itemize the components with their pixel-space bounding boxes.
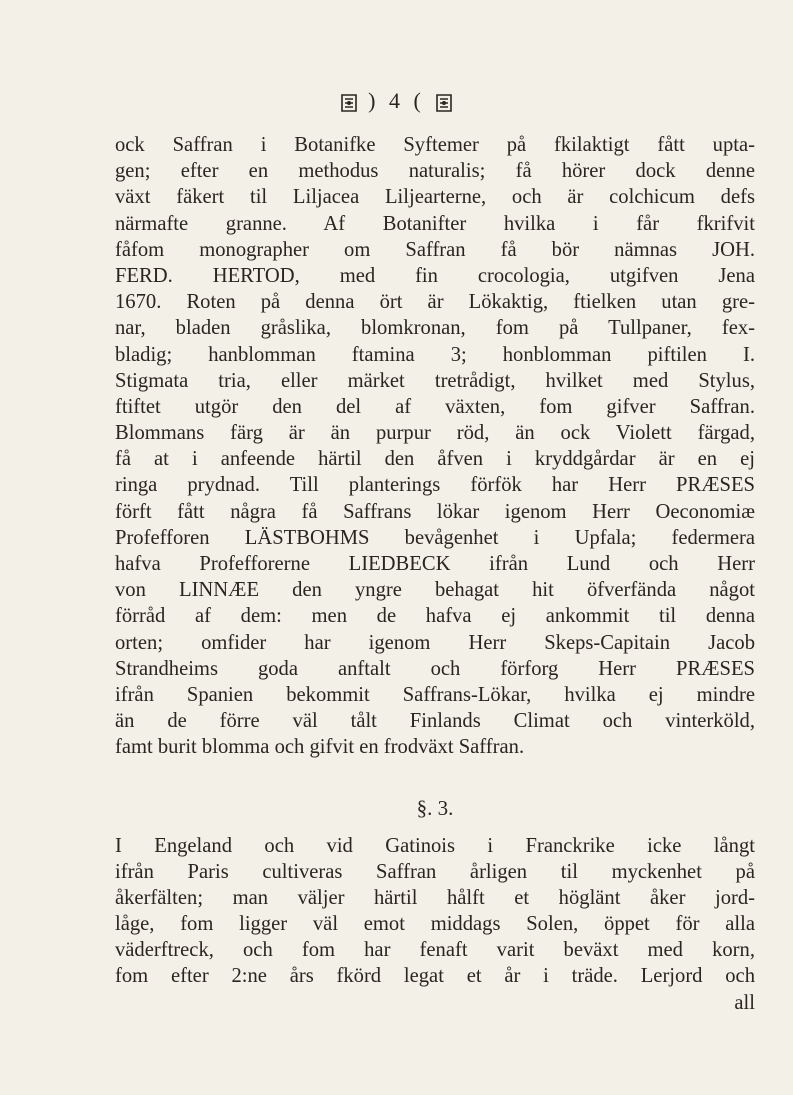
text-line: ifrån Spanien bekommit Saffrans-Lökar, hvilka ej mindre xyxy=(115,683,755,706)
text-line: få at i anfeende härtil den åfven i kryddgårdar är en ej xyxy=(115,448,755,471)
text-line: nar, bladen gråslika, blomkronan, fom på Tullpaner, fex- xyxy=(115,317,755,340)
body-text xyxy=(115,132,755,1016)
text-line: von LINNÆE den yngre behagat hit öfverfända något xyxy=(115,579,755,602)
text-line: ifrån Paris cultiveras Saffran årligen til myckenhet på xyxy=(115,860,755,883)
text-line: 1670. Roten på denna ört är Lökaktig, ftielken utan gre- xyxy=(115,291,755,314)
page-number: ) 4 ( xyxy=(368,88,425,113)
text-line: ftiftet utgör den del af växten, fom gifver Saffran. xyxy=(115,395,755,418)
section-heading: §. 3. xyxy=(416,795,454,820)
text-line: växt fäkert til Liljacea Liljearterne, och är colchicum defs xyxy=(115,186,755,209)
text-line: ock Saffran i Botanifke Syftemer på fkilaktigt fått upta- xyxy=(115,134,755,156)
text-line: åkerfälten; man väljer härtil hålft et höglänt åker jord- xyxy=(115,886,755,909)
text-line: Profefforen LÄSTBOHMS bevågenhet i Upfala; federmera xyxy=(115,526,755,549)
text-line: fom efter 2:ne års fkörd legat et år i träde. Lerjord och xyxy=(115,965,755,988)
text-line: förft fått några få Saffrans lökar igenom Herr Oeconomiæ xyxy=(115,500,755,523)
text-line: orten; omfider har igenom Herr Skeps-Capitain Jacob xyxy=(115,631,755,654)
left-ornament-icon xyxy=(339,92,359,114)
text-line: Blommans färg är än purpur röd, än ock Violett färgad, xyxy=(115,422,755,445)
text-line: fåfom monographer om Saffran få bör nämnas JOH. xyxy=(115,238,755,261)
text-line: gen; efter en methodus naturalis; få hörer dock denne xyxy=(115,160,755,183)
right-ornament-icon xyxy=(434,92,454,114)
text-line: Strandheims goda anftalt och förforg Herr PRÆSES xyxy=(115,657,755,680)
text-line: än de förre väl tålt Finlands Climat och vinterköld, xyxy=(115,710,755,733)
text-line: Stigmata tria, eller märket tretrådigt, hvilket med Stylus, xyxy=(115,369,755,392)
text-line: hafva Profefforerne LIEDBECK ifrån Lund och Herr xyxy=(115,553,755,575)
text-line: bladig; hanblomman ftamina 3; honblomman piftilen I. xyxy=(115,343,755,366)
paragraph-2 xyxy=(115,833,755,1016)
text-line: närmafte granne. Af Botanifter hvilka i får fkrifvit xyxy=(115,212,755,235)
catchword: all xyxy=(734,991,755,1014)
text-line: I Engeland och vid Gatinois i Franckrike icke långt xyxy=(115,834,755,857)
text-line: ringa prydnad. Till planterings förfök har Herr PRÆSES xyxy=(115,474,755,497)
page-header xyxy=(0,88,793,114)
paragraph-1 xyxy=(115,132,755,761)
text-line: famt burit blomma och gifvit en frodväxt Saffran. xyxy=(115,736,525,759)
text-line: låge, fom ligger väl emot middags Solen, öppet för alla xyxy=(115,913,755,936)
text-line: förråd af dem: men de hafva ej ankommit til denna xyxy=(115,605,755,628)
text-line: väderftreck, och fom har fenaft varit beväxt med korn, xyxy=(115,939,755,962)
text-line: FERD. HERTOD, med fin crocologia, utgifven Jena xyxy=(115,264,755,287)
